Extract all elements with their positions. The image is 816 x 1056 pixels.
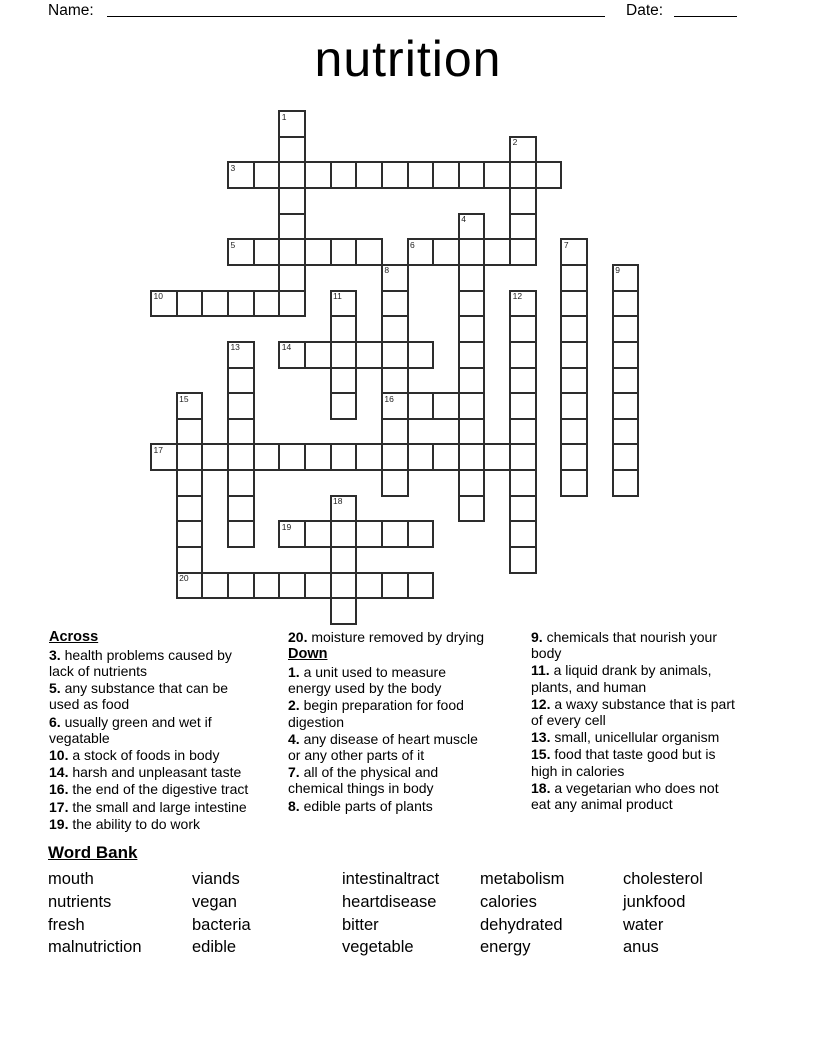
clue-number: 13.	[531, 729, 551, 746]
word-bank-column	[623, 868, 703, 959]
grid-cell[interactable]	[304, 443, 332, 471]
grid-cell[interactable]	[407, 572, 435, 600]
clue-item	[49, 781, 285, 797]
clue-line: 15. food that taste good but is	[531, 746, 716, 763]
clue-number: 15.	[531, 746, 551, 763]
clue-number: 11.	[531, 662, 550, 679]
grid-cell[interactable]	[355, 161, 383, 189]
grid-cell[interactable]	[560, 367, 588, 395]
word-bank-word: dehydrated	[480, 915, 563, 934]
grid-cell[interactable]	[355, 443, 383, 471]
across-heading: Across	[49, 629, 99, 645]
clue-number: 16.	[49, 781, 69, 798]
word-bank-word: vegan	[192, 892, 237, 911]
clue-line: 1. a unit used to measure	[288, 663, 446, 680]
word-bank-word: bacteria	[192, 915, 251, 934]
grid-cell[interactable]	[381, 418, 409, 446]
grid-cell[interactable]	[560, 315, 588, 343]
grid-cell[interactable]	[330, 495, 358, 523]
grid-cell[interactable]	[458, 495, 486, 523]
grid-cell[interactable]	[278, 110, 306, 138]
grid-cell[interactable]	[509, 392, 537, 420]
grid-cell[interactable]	[176, 290, 204, 318]
clue-item	[531, 746, 791, 778]
grid-cell[interactable]	[381, 264, 409, 292]
grid-cell[interactable]	[560, 264, 588, 292]
clue-line: eat any animal product	[531, 796, 673, 813]
word-bank-word: heartdisease	[342, 892, 437, 911]
clue-item	[49, 647, 285, 679]
grid-cell[interactable]	[176, 443, 204, 471]
grid-cell[interactable]	[612, 469, 640, 497]
clue-number: 12.	[531, 695, 551, 712]
grid-cell[interactable]	[612, 367, 640, 395]
grid-cell[interactable]	[176, 392, 204, 420]
clue-number: 2.	[288, 697, 300, 714]
grid-cell[interactable]	[304, 238, 332, 266]
cell-number: 1	[281, 111, 287, 122]
clue-line: lack of nutrients	[49, 662, 148, 679]
word-bank-heading: Word Bank	[48, 843, 138, 862]
grid-cell[interactable]	[381, 572, 409, 600]
grid-cell[interactable]	[381, 161, 409, 189]
word-bank-word: junkfood	[623, 892, 686, 911]
cell-number: 16	[384, 393, 394, 404]
grid-cell[interactable]	[612, 341, 640, 369]
grid-cell[interactable]	[509, 546, 537, 574]
date-label: Date:	[626, 2, 664, 19]
clue-number: 14.	[49, 764, 69, 781]
grid-cell[interactable]	[509, 443, 537, 471]
clue-line: body	[531, 645, 562, 662]
cell-number: 19	[281, 521, 292, 532]
clue-number: 20.	[288, 629, 308, 645]
grid-cell[interactable]	[330, 367, 358, 395]
clue-line: 10. a stock of foods in body	[49, 746, 220, 763]
clue-line: 16. the end of the digestive tract	[49, 781, 249, 798]
grid-cell[interactable]	[560, 238, 588, 266]
clue-item	[288, 664, 529, 696]
grid-cell[interactable]	[381, 520, 409, 548]
grid-cell[interactable]	[509, 367, 537, 395]
cell-number: 5	[230, 239, 236, 250]
clue-line: 6. usually green and wet if	[49, 713, 212, 730]
clue-item	[531, 729, 791, 745]
grid-cell[interactable]	[304, 572, 332, 600]
down-heading: Down	[288, 646, 328, 663]
grid-cell[interactable]	[278, 238, 306, 266]
grid-cell[interactable]	[458, 418, 486, 446]
grid-cell[interactable]	[612, 392, 640, 420]
grid-cell[interactable]	[509, 495, 537, 523]
grid-cell[interactable]	[458, 161, 486, 189]
grid-cell[interactable]	[407, 520, 435, 548]
clue-line: 11. a liquid drank by animals,	[531, 662, 712, 679]
grid-cell[interactable]	[227, 418, 255, 446]
grid-cell[interactable]	[227, 367, 255, 395]
word-bank-word: mouth	[48, 870, 94, 888]
grid-cell[interactable]	[381, 341, 409, 369]
word-bank-word: cholesterol	[623, 870, 703, 888]
clue-number: 18.	[531, 779, 551, 796]
grid-cell[interactable]	[330, 341, 358, 369]
grid-cell[interactable]	[330, 315, 358, 343]
word-bank-column	[342, 868, 439, 959]
grid-cell[interactable]	[381, 315, 409, 343]
grid-cell[interactable]	[330, 443, 358, 471]
clue-line: used as food	[49, 696, 130, 713]
date-fill-line[interactable]	[674, 1, 737, 17]
grid-cell[interactable]	[458, 367, 486, 395]
cell-number: 2	[512, 137, 518, 148]
clue-line: or any other parts of it	[288, 746, 425, 763]
grid-cell[interactable]	[407, 238, 435, 266]
clue-line: 13. small, unicellular organism	[531, 729, 720, 746]
grid-cell[interactable]	[227, 290, 255, 318]
clue-number: 9.	[531, 629, 543, 645]
clue-line: chemical things in body	[288, 780, 434, 797]
grid-cell[interactable]	[330, 597, 358, 625]
grid-cell[interactable]	[381, 367, 409, 395]
grid-cell[interactable]	[432, 238, 460, 266]
grid-cell[interactable]	[304, 520, 332, 548]
word-bank	[48, 868, 788, 963]
word-bank-column	[192, 868, 251, 959]
grid-cell[interactable]	[355, 341, 383, 369]
clue-line: 19. the ability to do work	[49, 815, 200, 832]
clue-line: 7. all of the physical and	[288, 764, 439, 781]
grid-cell[interactable]	[330, 290, 358, 318]
grid-cell[interactable]	[509, 341, 537, 369]
grid-cell[interactable]	[330, 238, 358, 266]
grid-cell[interactable]	[407, 392, 435, 420]
grid-cell[interactable]	[560, 469, 588, 497]
clue-number: 3.	[49, 646, 61, 663]
grid-cell[interactable]	[560, 392, 588, 420]
clue-line: 17. the small and large intestine	[49, 798, 247, 815]
grid-cell[interactable]	[253, 290, 281, 318]
grid-cell[interactable]	[560, 341, 588, 369]
clue-line: 9. chemicals that nourish your	[531, 629, 717, 645]
grid-cell[interactable]	[176, 520, 204, 548]
clue-item	[49, 747, 285, 763]
grid-cell[interactable]	[432, 443, 460, 471]
grid-cell[interactable]	[509, 213, 537, 241]
grid-cell[interactable]	[509, 161, 537, 189]
grid-cell[interactable]	[509, 136, 537, 164]
grid-cell[interactable]	[381, 290, 409, 318]
grid-cell[interactable]	[432, 161, 460, 189]
clue-line: 8. edible parts of plants	[288, 797, 433, 814]
clue-number: 17.	[49, 798, 69, 815]
cell-number: 12	[512, 291, 523, 302]
word-bank-word: water	[623, 915, 664, 934]
word-bank-column	[48, 868, 142, 959]
grid-cell[interactable]	[227, 572, 255, 600]
grid-cell[interactable]	[458, 341, 486, 369]
grid-cell[interactable]	[278, 264, 306, 292]
clue-item	[288, 798, 529, 814]
grid-cell[interactable]	[227, 520, 255, 548]
clue-column	[49, 629, 285, 833]
grid-cell[interactable]	[381, 443, 409, 471]
grid-cell[interactable]	[355, 572, 383, 600]
grid-cell[interactable]	[278, 187, 306, 215]
grid-cell[interactable]	[509, 315, 537, 343]
cell-number: 13	[230, 342, 240, 353]
word-bank-word: edible	[192, 938, 237, 957]
grid-cell[interactable]	[253, 572, 281, 600]
clue-line: plants, and human	[531, 678, 647, 695]
grid-cell[interactable]	[483, 443, 511, 471]
word-bank-word: energy	[480, 938, 531, 957]
word-bank-word: fresh	[48, 915, 85, 934]
word-bank-word: viands	[192, 870, 240, 888]
clue-item	[288, 629, 529, 645]
clue-item	[288, 764, 529, 796]
grid-cell[interactable]	[458, 213, 486, 241]
grid-cell[interactable]	[381, 392, 409, 420]
word-bank-word: calories	[480, 892, 537, 911]
grid-cell[interactable]	[176, 495, 204, 523]
grid-cell[interactable]	[458, 443, 486, 471]
word-bank-word: intestinaltract	[342, 870, 440, 888]
grid-cell[interactable]	[330, 392, 358, 420]
grid-cell[interactable]	[304, 341, 332, 369]
clue-line: 2. begin preparation for food	[288, 697, 464, 714]
grid-cell[interactable]	[612, 264, 640, 292]
cell-number: 17	[153, 444, 163, 455]
name-label: Name:	[48, 2, 94, 19]
grid-cell[interactable]	[458, 315, 486, 343]
grid-cell[interactable]	[176, 469, 204, 497]
clue-item	[531, 662, 791, 694]
grid-cell[interactable]	[176, 546, 204, 574]
grid-cell[interactable]	[560, 418, 588, 446]
cell-number: 18	[333, 496, 343, 507]
grid-cell[interactable]	[612, 443, 640, 471]
grid-cell[interactable]	[458, 469, 486, 497]
clue-column	[531, 629, 791, 813]
grid-cell[interactable]	[304, 161, 332, 189]
grid-cell[interactable]	[278, 213, 306, 241]
grid-cell[interactable]	[201, 443, 229, 471]
grid-cell[interactable]	[278, 290, 306, 318]
grid-cell[interactable]	[227, 495, 255, 523]
grid-cell[interactable]	[355, 238, 383, 266]
clue-item	[531, 780, 791, 812]
clue-number: 5.	[49, 680, 61, 697]
word-bank-word: nutrients	[48, 892, 112, 911]
grid-cell[interactable]	[150, 290, 178, 318]
grid-cell[interactable]	[407, 341, 435, 369]
clue-item	[49, 680, 285, 712]
grid-cell[interactable]	[227, 238, 255, 266]
clue-line: 18. a vegetarian who does not	[531, 779, 719, 796]
grid-cell[interactable]	[483, 161, 511, 189]
grid-cell[interactable]	[253, 161, 281, 189]
grid-cell[interactable]	[381, 469, 409, 497]
word-bank-word: malnutriction	[48, 938, 142, 957]
grid-cell[interactable]	[509, 469, 537, 497]
clue-number: 6.	[49, 713, 61, 730]
cell-number: 15	[179, 393, 189, 404]
grid-cell[interactable]	[560, 290, 588, 318]
clue-item	[531, 696, 791, 728]
clue-line: 20. moisture removed by drying	[288, 629, 485, 645]
grid-cell[interactable]	[227, 341, 255, 369]
grid-cell[interactable]	[509, 290, 537, 318]
clue-line: 14. harsh and unpleasant taste	[49, 764, 242, 781]
grid-cell[interactable]	[458, 238, 486, 266]
clue-number: 19.	[49, 815, 69, 832]
clue-number: 1.	[288, 663, 300, 680]
grid-cell[interactable]	[458, 392, 486, 420]
grid-cell[interactable]	[201, 572, 229, 600]
grid-cell[interactable]	[330, 161, 358, 189]
grid-cell[interactable]	[612, 418, 640, 446]
grid-cell[interactable]	[560, 443, 588, 471]
word-bank-word: anus	[623, 938, 659, 957]
clue-line: high in calories	[531, 762, 625, 779]
word-bank-word: bitter	[342, 915, 379, 934]
clue-number: 7.	[288, 764, 300, 781]
cell-number: 6	[410, 239, 415, 250]
grid-cell[interactable]	[278, 341, 306, 369]
clue-line: 12. a waxy substance that is part	[531, 695, 735, 712]
cell-number: 10	[153, 291, 163, 302]
word-bank-word: metabolism	[480, 870, 565, 888]
clue-number: 8.	[288, 797, 300, 814]
clue-number: 4.	[288, 730, 300, 747]
clue-line: vegatable	[49, 729, 110, 746]
name-fill-line[interactable]	[107, 1, 605, 17]
clue-line: 3. health problems caused by	[49, 646, 232, 663]
grid-cell[interactable]	[612, 290, 640, 318]
clue-item	[49, 714, 285, 746]
cell-number: 4	[461, 214, 467, 225]
grid-cell[interactable]	[483, 238, 511, 266]
grid-cell[interactable]	[278, 136, 306, 164]
grid-cell[interactable]	[227, 392, 255, 420]
grid-cell[interactable]	[458, 290, 486, 318]
clue-line: digestion	[288, 713, 345, 730]
grid-cell[interactable]	[458, 264, 486, 292]
grid-cell[interactable]	[278, 443, 306, 471]
grid-cell[interactable]	[330, 546, 358, 574]
cell-number: 14	[281, 342, 292, 353]
grid-cell[interactable]	[201, 290, 229, 318]
grid-cell[interactable]	[509, 520, 537, 548]
grid-cell[interactable]	[227, 443, 255, 471]
grid-cell[interactable]	[509, 238, 537, 266]
word-bank-column	[480, 868, 564, 959]
grid-cell[interactable]	[509, 418, 537, 446]
grid-cell[interactable]	[330, 572, 358, 600]
cell-number: 3	[230, 162, 236, 173]
cell-number: 9	[615, 265, 620, 276]
grid-cell[interactable]	[330, 520, 358, 548]
clue-item	[288, 697, 529, 729]
grid-cell[interactable]	[227, 469, 255, 497]
grid-cell[interactable]	[407, 161, 435, 189]
clue-line: 4. any disease of heart muscle	[288, 730, 478, 747]
grid-cell[interactable]	[612, 315, 640, 343]
cell-number: 11	[333, 291, 342, 302]
cell-number: 7	[563, 239, 569, 250]
grid-cell[interactable]	[253, 443, 281, 471]
clue-line: 5. any substance that can be	[49, 680, 229, 697]
grid-cell[interactable]	[407, 443, 435, 471]
clue-number: 10.	[49, 746, 69, 763]
grid-cell[interactable]	[176, 572, 204, 600]
grid-cell[interactable]	[227, 161, 255, 189]
clue-item	[531, 629, 791, 661]
grid-cell[interactable]	[509, 187, 537, 215]
cell-number: 8	[384, 265, 390, 276]
clue-line: of every cell	[531, 712, 606, 729]
grid-cell[interactable]	[355, 520, 383, 548]
grid-cell[interactable]	[535, 161, 563, 189]
clue-line: energy used by the body	[288, 680, 442, 697]
clue-column	[288, 629, 529, 815]
clue-item	[49, 816, 285, 832]
grid-cell[interactable]	[253, 238, 281, 266]
cell-number: 20	[179, 573, 189, 584]
word-bank-word: vegetable	[342, 938, 414, 957]
grid-cell[interactable]	[278, 161, 306, 189]
clue-item	[288, 731, 529, 763]
clue-item	[49, 799, 285, 815]
page-title: nutrition	[314, 31, 502, 87]
grid-cell[interactable]	[150, 443, 178, 471]
grid-cell[interactable]	[278, 572, 306, 600]
grid-cell[interactable]	[176, 418, 204, 446]
clue-item	[49, 764, 285, 780]
grid-cell[interactable]	[432, 392, 460, 420]
grid-cell[interactable]	[278, 520, 306, 548]
